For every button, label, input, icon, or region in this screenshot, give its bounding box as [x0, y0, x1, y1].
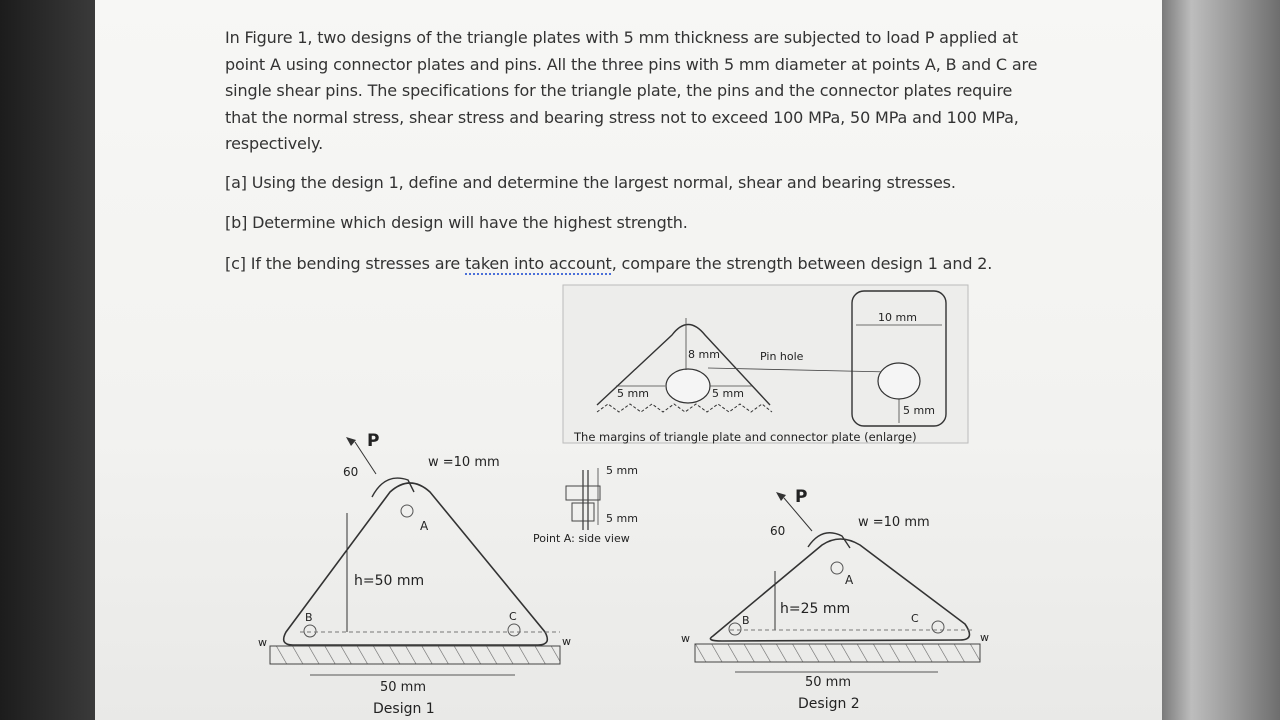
side-view	[533, 464, 638, 545]
design2-point-a: A	[845, 573, 854, 587]
side-view-caption: Point A: side view	[533, 532, 630, 545]
design2-width-label: w =10 mm	[858, 515, 930, 530]
design2-load-arrow	[776, 492, 786, 501]
question-a: [a] Using the design 1, define and determine the largest normal, shear and bearing stresses.	[225, 173, 956, 192]
spellcheck-underlined-phrase: taken into account	[465, 254, 612, 273]
design2-pin-c	[932, 621, 944, 633]
design2-height-label: h=25 mm	[780, 601, 851, 617]
design1-width-label: w =10 mm	[428, 455, 500, 470]
design1-load-arrow	[346, 437, 356, 446]
design2-connector-plate	[808, 533, 850, 548]
design1-load-label: P	[367, 431, 380, 451]
question-c-end: , compare the strength between design 1 and 2.	[611, 254, 993, 273]
design-1	[258, 431, 571, 717]
design2-point-c: C	[911, 612, 919, 625]
side-view-top-dim: 5 mm	[606, 464, 638, 477]
dim-5mm-right-label: 5 mm	[712, 387, 744, 400]
design2-load-label: P	[795, 487, 808, 507]
design1-point-b: B	[305, 611, 313, 624]
design1-triangle-plate	[284, 483, 548, 645]
dim-5mm-conn-label: 5 mm	[903, 404, 935, 417]
design1-base-label: 50 mm	[380, 680, 427, 695]
design1-angle-label: 60	[343, 465, 359, 479]
design1-point-a: A	[420, 519, 429, 533]
design1-ground	[270, 646, 560, 664]
design2-w-right: w	[980, 631, 989, 644]
side-view-bottom-dim: 5 mm	[606, 512, 638, 525]
design1-pin-c	[508, 624, 520, 636]
dim-10mm-label: 10 mm	[878, 311, 917, 324]
design2-base-label: 50 mm	[805, 675, 852, 690]
design2-ground	[695, 644, 980, 662]
design1-connector-plate	[372, 478, 414, 497]
design2-point-b: B	[742, 614, 750, 627]
pin-hole-connector	[878, 363, 920, 399]
design1-point-c: C	[509, 610, 517, 623]
inset-caption: The margins of triangle plate and connector plate (enlarge)	[574, 430, 917, 444]
margins-inset	[563, 285, 968, 444]
pin-hole-triangle	[666, 369, 710, 403]
dim-5mm-left-label: 5 mm	[617, 387, 649, 400]
design-2	[681, 487, 989, 712]
design1-title: Design 1	[373, 701, 435, 717]
design1-w-right: w	[562, 635, 571, 648]
design1-pin-a	[401, 505, 413, 517]
design2-title: Design 2	[798, 696, 860, 712]
design2-pin-a	[831, 562, 843, 574]
question-b: [b] Determine which design will have the highest strength.	[225, 213, 688, 232]
dim-8mm-label: 8 mm	[688, 348, 720, 361]
design2-w-left: w	[681, 632, 690, 645]
design1-pin-b	[304, 625, 316, 637]
pin-hole-label: Pin hole	[760, 350, 804, 363]
design1-height-label: h=50 mm	[354, 573, 425, 589]
design2-angle-label: 60	[770, 524, 786, 538]
problem-statement: In Figure 1, two designs of the triangle plates with 5 mm thickness are subjected to load P applied at point A using connector plates and pins. All the three pins with 5 mm diameter at points A, B and C are single shear pins. The specifications for the triangle plate, the pins and the connector plates require that the normal stress, shear stress and bearing stress not to exceed 100 MPa, 50 MPa and 100 MPa, respectively.	[225, 28, 1038, 153]
design1-w-left: w	[258, 636, 267, 649]
design2-pin-b	[729, 623, 741, 635]
question-c-start: [c] If the bending stresses are	[225, 254, 466, 273]
